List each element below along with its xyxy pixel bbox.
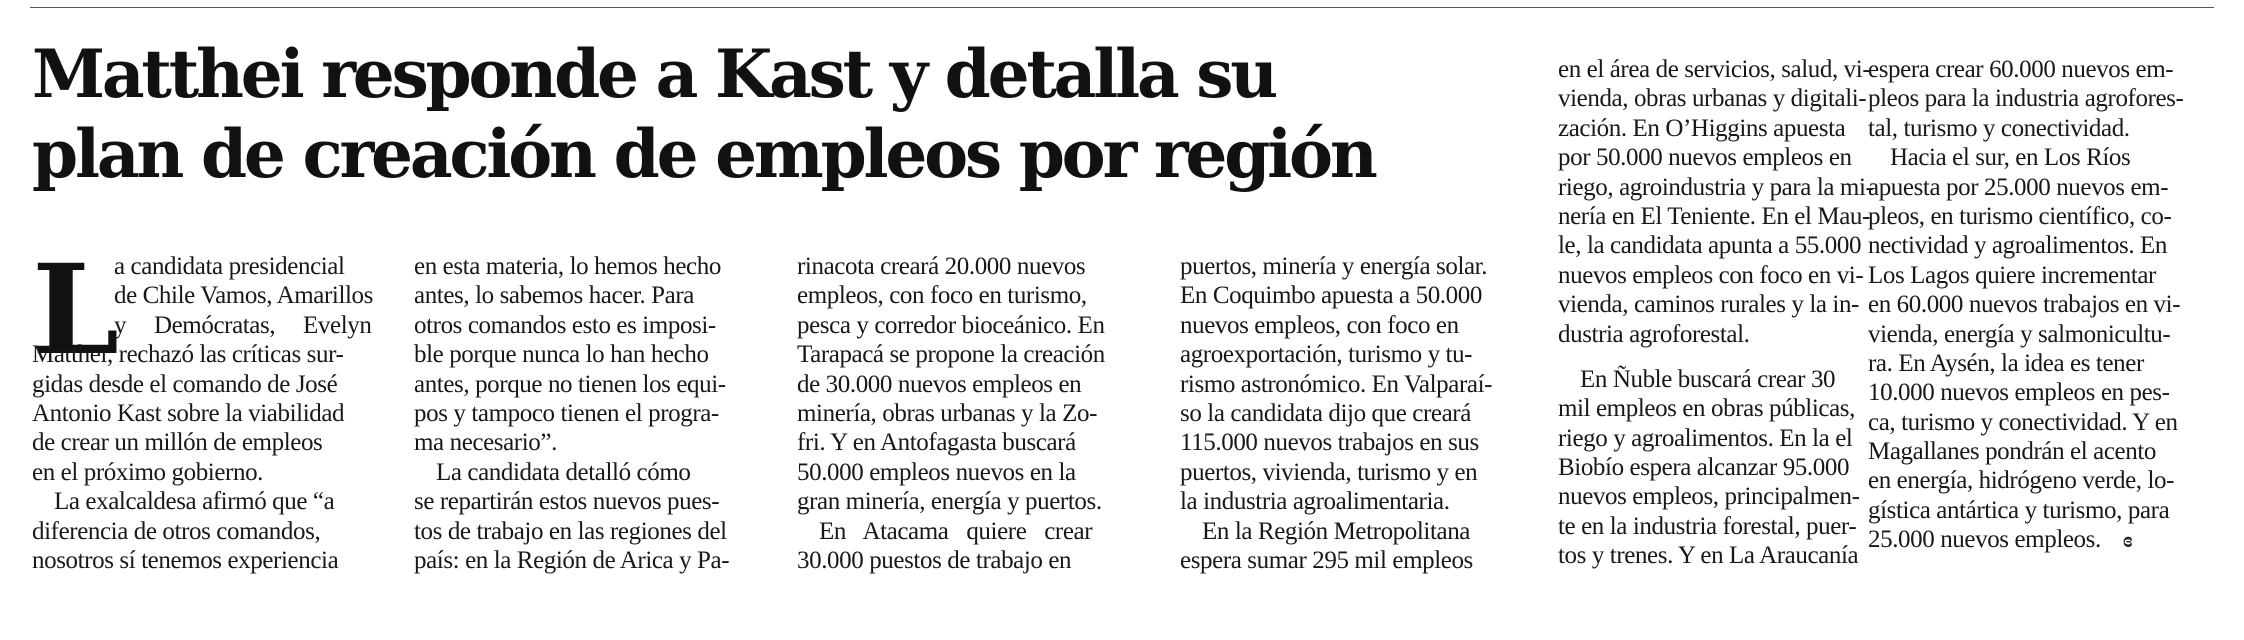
column-line: espera crear 60.000 nuevos em- (1868, 56, 2174, 83)
column-line: por 50.000 nuevos empleos en (1558, 144, 1852, 172)
column-line: Hacia el sur, en Los Ríos (1890, 144, 2131, 172)
column-line: vienda, caminos rurales y la in- (1558, 291, 1859, 319)
column-line: y Demócratas, Evelyn (114, 311, 372, 339)
column-line: nuevos empleos, con foco en (1180, 311, 1459, 339)
column-line: le, la candidata apunta a 55.000 (1558, 232, 1862, 260)
article-column-1 (32, 238, 382, 575)
column-line: 30.000 puestos de trabajo en (797, 546, 1072, 574)
column-line: 10.000 nuevos empleos en pes- (1868, 379, 2170, 407)
column-line: en energía, hidrógeno verde, lo- (1868, 467, 2175, 495)
column-line: En la Región Metropolitana (1202, 517, 1471, 545)
column-line (1868, 525, 2218, 554)
column-line: ra. En Aysén, la idea es tener (1868, 349, 2144, 377)
column-line: en esta materia, lo hemos hecho (414, 253, 721, 280)
column-line: nectividad y agroalimentos. En (1868, 232, 2168, 260)
column-line: Matthei, rechazó las críticas sur- (32, 341, 344, 369)
column-line: Magallanes pondrán el acento (1868, 438, 2156, 466)
column-line: nuevos empleos, principalmen- (1558, 483, 1860, 511)
column-line: puertos, vivienda, turismo y en (1180, 458, 1478, 486)
article-column-4 (1180, 252, 1530, 575)
column-line: nosotros sí tenemos experiencia (32, 546, 339, 574)
column-line: minería, obras urbanas y la Zo- (797, 399, 1097, 427)
column-line: antes, lo sabemos hacer. Para (414, 282, 694, 310)
column-line: ca, turismo y conectividad. Y en (1868, 408, 2178, 436)
drop-cap: L (32, 238, 120, 383)
column-line: ble porque nunca lo han hecho (414, 341, 709, 369)
column-line: so la candidata dijo que creará (1180, 399, 1471, 427)
article-column-5 (1558, 55, 1908, 571)
column-line: La exalcaldesa afirmó que “a (54, 488, 335, 516)
column-line: te en la industria forestal, puer- (1558, 512, 1857, 540)
end-of-article-icon: ɞ (2122, 527, 2133, 553)
column-line: pos y tampoco tienen el progra- (414, 399, 719, 427)
article-column-6 (1868, 55, 2218, 555)
column-line: puertos, minería y energía solar. (1180, 253, 1488, 280)
column-line: gran minería, energía y puertos. (797, 488, 1102, 516)
column-line: a candidata presidencial (114, 253, 345, 280)
column-line: pleos, en turismo científico, co- (1868, 202, 2172, 230)
column-line: En Ñuble buscará crear 30 (1580, 365, 1836, 393)
column-line: diferencia de otros comandos, (32, 517, 321, 545)
column-line: riego y agroalimentos. En la el (1558, 424, 1853, 452)
column-line: rinacota creará 20.000 nuevos (797, 253, 1086, 280)
column-line: pleos para la industria agrofores- (1868, 85, 2184, 113)
column-line: vienda, energía y salmonicultu- (1868, 320, 2171, 348)
column-line: de Chile Vamos, Amarillos (114, 282, 373, 310)
column-line: gidas desde el comando de José (32, 370, 338, 398)
column-line: vienda, obras urbanas y digitali- (1558, 85, 1867, 113)
column-line: Biobío espera alcanzar 95.000 (1558, 454, 1850, 482)
column-line: la industria agroalimentaria. (1180, 488, 1450, 516)
column-line: En Coquimbo apuesta a 50.000 (1180, 282, 1482, 310)
column-line: zación. En O’Higgins apuesta (1558, 114, 1846, 142)
headline (32, 34, 1482, 194)
column-line: de crear un millón de empleos (32, 429, 323, 457)
column-line: país: en la Región de Arica y Pa- (414, 546, 730, 574)
column-line: apuesta por 25.000 nuevos em- (1868, 173, 2169, 201)
article-column-3 (797, 252, 1147, 575)
column-line: Tarapacá se propone la creación (797, 341, 1105, 369)
column-line: mil empleos en obras públicas, (1558, 395, 1855, 423)
article-column-2 (414, 252, 764, 575)
column-line: Los Lagos quiere incrementar (1868, 261, 2156, 289)
column-line: rismo astronómico. En Valparaí- (1180, 370, 1493, 398)
column-line: riego, agroindustria y para la mi- (1558, 173, 1874, 201)
headline-line-1: Matthei responde a Kast y detalla su (32, 35, 1276, 113)
column-line: nería en El Teniente. En el Mau- (1558, 202, 1870, 230)
column-line: en 60.000 nuevos trabajos en vi- (1868, 291, 2181, 319)
column-line: de 30.000 nuevos empleos en (797, 370, 1082, 398)
column-line: nuevos empleos con foco en vi- (1558, 261, 1864, 289)
column-line: Antonio Kast sobre la viabilidad (32, 399, 345, 427)
column-line: otros comandos esto es imposi- (414, 311, 716, 339)
column-line: antes, porque no tienen los equi- (414, 370, 726, 398)
column-line (1558, 349, 1908, 365)
top-rule (30, 7, 2214, 8)
column-line: en el próximo gobierno. (32, 458, 264, 486)
column-line: ma necesario”. (414, 429, 557, 457)
column-line: se repartirán estos nuevos pues- (414, 488, 720, 516)
column-line: En Atacama quiere crear (819, 517, 1093, 545)
column-line: agroexportación, turismo y tu- (1180, 341, 1473, 369)
headline-line-2: plan de creación de empleos por región (32, 115, 1375, 193)
closing-line: 25.000 nuevos empleos. (1868, 526, 2101, 554)
column-line: empleos, con foco en turismo, (797, 282, 1087, 310)
column-line: fri. Y en Antofagasta buscará (797, 429, 1076, 457)
column-line: tos de trabajo en las regiones del (414, 517, 727, 545)
column-line: gística antártica y turismo, para (1868, 496, 2170, 524)
column-line: tal, turismo y conectividad. (1868, 114, 2130, 142)
column-line: La candidata detalló cómo (436, 458, 691, 486)
column-line: tos y trenes. Y en La Araucanía (1558, 542, 1859, 570)
column-line: dustria agroforestal. (1558, 320, 1750, 348)
column-line: en el área de servicios, salud, vi- (1558, 56, 1871, 83)
column-line: 115.000 nuevos trabajos en sus (1180, 429, 1479, 457)
column-line: 50.000 empleos nuevos en la (797, 458, 1076, 486)
column-line: espera sumar 295 mil empleos (1180, 546, 1473, 574)
column-line: pesca y corredor bioceánico. En (797, 311, 1105, 339)
